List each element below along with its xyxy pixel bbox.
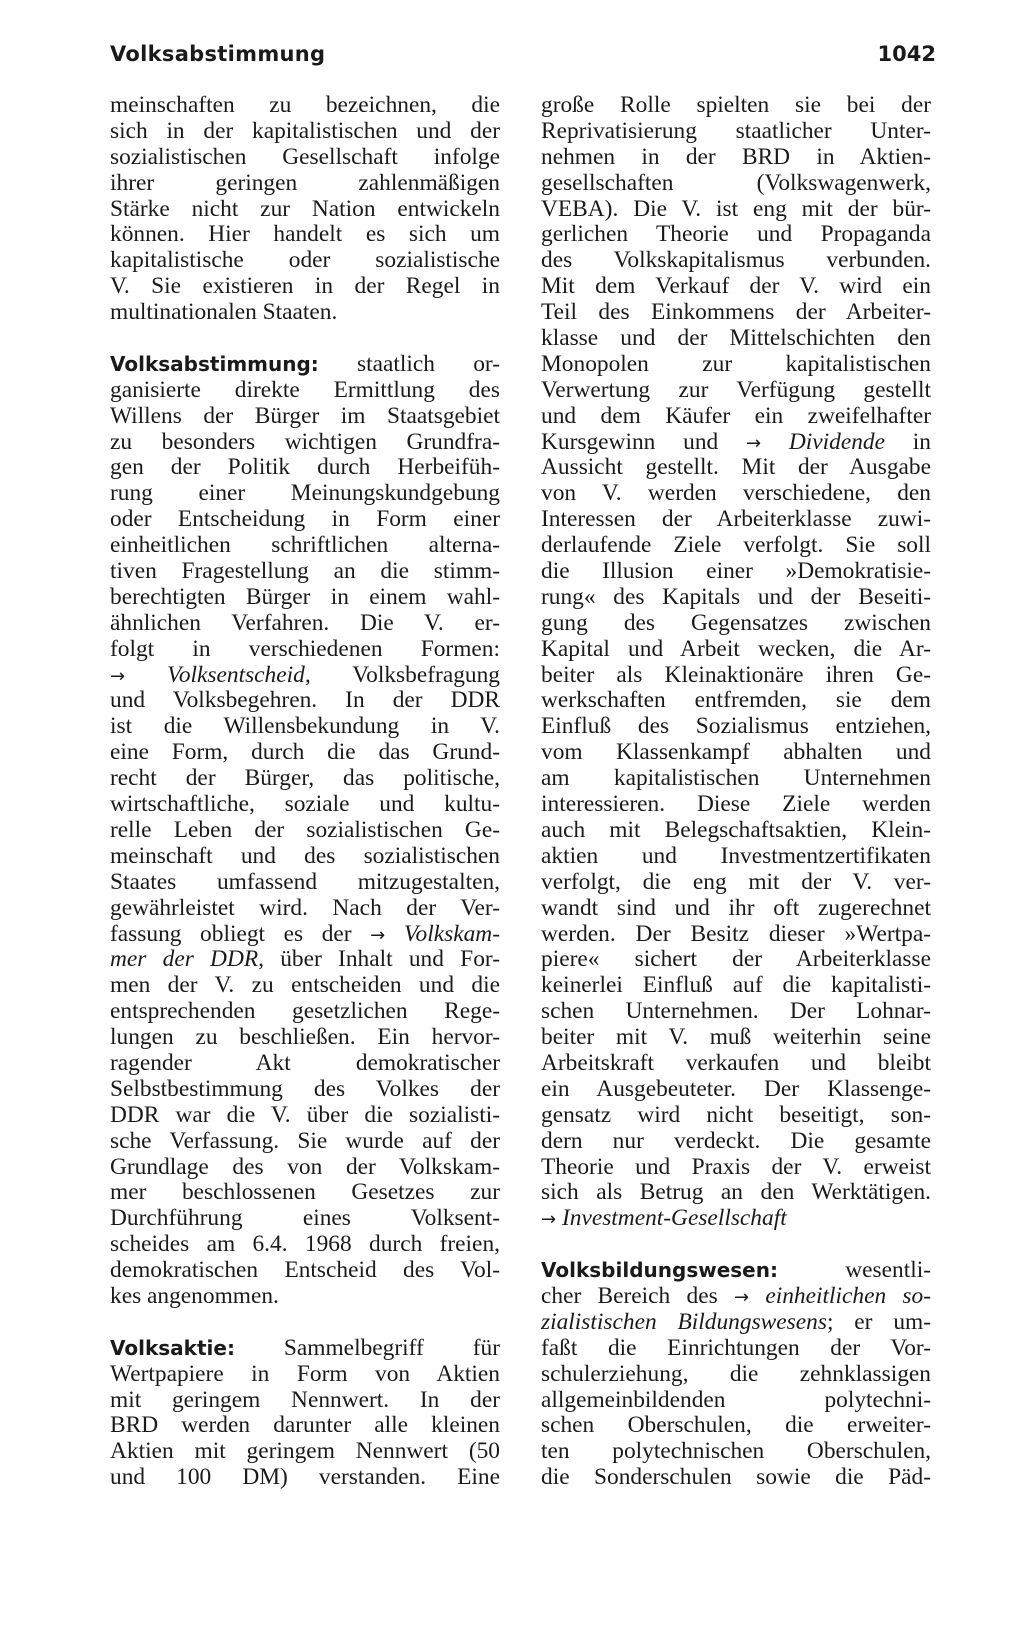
arrow-icon: → bbox=[110, 665, 126, 687]
text-line: Verwertung zur Verfügung gestellt bbox=[541, 376, 931, 403]
text-line: von V. werden verschiedene, den bbox=[541, 480, 931, 507]
text-line: beiter mit V. muß weiterhin seine bbox=[541, 1024, 931, 1051]
entry-keyword: Volksbildungswesen: bbox=[541, 1258, 778, 1283]
text-line: zu besonders wichtigen Grundfra- bbox=[110, 428, 500, 455]
text-line: dern nur verdeckt. Die gesamte bbox=[541, 1127, 931, 1154]
text-line: werkschaften entfremden, sie dem bbox=[541, 687, 931, 714]
text-line: ragender Akt demokratischer bbox=[110, 1049, 500, 1076]
text-line: berechtigten Bürger in einem wahl- bbox=[110, 583, 500, 610]
entry-first-line: Volksabstimmung: staatlich or- bbox=[110, 350, 500, 377]
text-line: gensatz wird nicht beseitigt, son- bbox=[541, 1101, 931, 1128]
text-line: Teil des Einkommens der Arbeiter- bbox=[541, 299, 931, 326]
text-line: wandt sind und ihr oft zugerechnet bbox=[541, 894, 931, 921]
text-line: ist die Willensbekundung in V. bbox=[110, 713, 500, 740]
text-line: große Rolle spielten sie bei der bbox=[541, 92, 931, 118]
text-line: keinerlei Einfluß auf die kapitalisti- bbox=[541, 972, 931, 999]
entry-line-with-reference: cher Bereich des → einheitlichen so- bbox=[541, 1282, 931, 1309]
text-line: faßt die Einrichtungen der Vor- bbox=[541, 1334, 931, 1361]
text-line: schen Unternehmen. Der Lohnar- bbox=[541, 998, 931, 1025]
entry-body bbox=[110, 688, 500, 921]
text-line: einheitlichen schriftlichen alterna- bbox=[110, 532, 500, 559]
text-line: und 100 DM) verstanden. Eine bbox=[110, 1464, 500, 1491]
cross-reference-link[interactable]: Volksentscheid, bbox=[167, 661, 311, 688]
text-line: Selbstbestimmung des Volkes der bbox=[110, 1075, 500, 1102]
text-line: ten polytechnischen Oberschulen, bbox=[541, 1438, 931, 1465]
entry-line-with-reference: mer der DDR, über Inhalt und For- bbox=[110, 946, 501, 973]
arrow-icon: → bbox=[541, 1209, 557, 1231]
text-line: wirtschaftliche, soziale und kultu- bbox=[110, 791, 500, 818]
entry-line-with-reference bbox=[541, 1206, 931, 1232]
text-line: Stärke nicht zur Nation entwickeln bbox=[110, 195, 500, 222]
text-line: ganisierte direkte Ermittlung des bbox=[110, 376, 500, 403]
text-line: auch mit Belegschaftsaktien, Klein- bbox=[541, 816, 931, 843]
text-line: rung« des Kapitals und der Beseiti- bbox=[541, 583, 931, 610]
text-line: aktien und Investmentzertifikaten bbox=[541, 842, 931, 869]
text-line: kes angenommen. bbox=[110, 1282, 279, 1309]
text-line: allgemeinbildenden polytechni- bbox=[541, 1386, 931, 1413]
text-line: derlaufende Ziele verfolgt. Sie soll bbox=[541, 532, 931, 559]
entry-volksabstimmung bbox=[110, 352, 500, 1310]
text-line: rung einer Meinungskundgebung bbox=[110, 480, 500, 507]
entry-line-with-reference: Kursgewinn und → Dividende in bbox=[541, 428, 931, 455]
cross-reference-link[interactable]: mer der DDR, bbox=[110, 946, 264, 973]
text-line: sozialistischen Gesellschaft infolge bbox=[110, 143, 500, 170]
text-line: Arbeitskraft verkaufen und bleibt bbox=[541, 1049, 931, 1076]
text-line: nehmen in der BRD in Aktien- bbox=[541, 143, 931, 170]
running-head-title: Volksabstimmung bbox=[110, 42, 326, 66]
text-line: scheides am 6.4. 1968 durch freien, bbox=[110, 1231, 500, 1258]
text-line: meinschaft und des sozialistischen bbox=[110, 842, 500, 869]
text-line: men der V. zu entscheiden und die bbox=[110, 972, 500, 999]
text-line: ein Ausgebeuteter. Der Klassenge- bbox=[541, 1075, 931, 1102]
cross-reference-link[interactable]: einheitlichen so- bbox=[765, 1282, 931, 1309]
text-line: demokratischen Entscheid des Vol- bbox=[110, 1257, 500, 1284]
cross-reference-link[interactable]: zialistischen Bildungswesens bbox=[541, 1308, 827, 1335]
text-line: sich in der kapitalistischen und der bbox=[110, 117, 500, 144]
continued-entry-text bbox=[541, 455, 931, 1206]
arrow-icon: → bbox=[746, 432, 762, 454]
text-line: gesellschaften (Volkswagenwerk, bbox=[541, 169, 931, 196]
text-line: mit geringem Nennwert. In der bbox=[110, 1386, 500, 1413]
text-line: VEBA). Die V. ist eng mit der bür- bbox=[541, 195, 931, 222]
entry-line-with-reference: fassung obliegt es der → Volkskam- bbox=[110, 920, 500, 947]
continued-entry-text bbox=[110, 93, 500, 326]
text-line: sich als Betrug an den Werktätigen. bbox=[541, 1179, 931, 1206]
arrow-icon: → bbox=[733, 1286, 750, 1308]
text-line: Monopolen zur kapitalistischen bbox=[541, 350, 931, 377]
text-line: Mit dem Verkauf der V. wird ein bbox=[541, 273, 931, 300]
text-line: Einfluß des Sozialismus entziehen, bbox=[541, 713, 931, 740]
entry-first-line: Volksbildungswesen: wesentli- bbox=[541, 1257, 931, 1284]
text-line: DDR war die V. über die sozialisti- bbox=[110, 1101, 500, 1128]
text-line: am kapitalistischen Unternehmen bbox=[541, 765, 931, 792]
entry-keyword: Volksaktie: bbox=[110, 1335, 235, 1360]
text-line: die Illusion einer »Demokratisie- bbox=[541, 558, 931, 585]
text-line: interessieren. Diese Ziele werden bbox=[541, 791, 931, 818]
text-line: BRD werden darunter alle kleinen bbox=[110, 1412, 500, 1439]
cross-reference-link[interactable]: Volkskam- bbox=[403, 920, 500, 947]
text-line: Willens der Bürger im Staatsgebiet bbox=[110, 402, 500, 429]
left-column bbox=[110, 93, 500, 1491]
text-line: Grundlage des von der Volkskam- bbox=[110, 1153, 500, 1180]
text-line: die Sonderschulen sowie die Päd- bbox=[541, 1464, 931, 1491]
text-line: mer beschlossenen Gesetzes zur bbox=[110, 1179, 500, 1206]
entry-body bbox=[110, 1362, 500, 1491]
text-line: tiven Fragestellung an die stimm- bbox=[110, 558, 500, 585]
arrow-icon: → bbox=[370, 924, 386, 946]
text-line: und dem Käufer ein zweifelhafter bbox=[541, 402, 931, 429]
text-line: eine Form, durch die das Grund- bbox=[110, 739, 500, 766]
text-line: oder Entscheidung in Form einer bbox=[110, 506, 500, 533]
text-line: folgt in verschiedenen Formen: bbox=[110, 635, 500, 662]
entry-line-with-reference: → Volksentscheid, Volksbefragung bbox=[110, 661, 500, 688]
text-line: vom Klassenkampf abhalten und bbox=[541, 739, 931, 766]
text-line: gerlichen Theorie und Propaganda bbox=[541, 221, 931, 248]
text-line: werden. Der Besitz dieser »Wertpa- bbox=[541, 920, 931, 947]
text-line: sche Verfassung. Sie wurde auf der bbox=[110, 1127, 500, 1154]
text-line: kapitalistische oder sozialistische bbox=[110, 247, 500, 274]
text-line: piere« sichert der Arbeiterklasse bbox=[541, 946, 931, 973]
text-line: Wertpapiere in Form von Aktien bbox=[110, 1360, 500, 1387]
page-number: 1042 bbox=[877, 42, 936, 66]
cross-reference-link[interactable]: Investment-Gesellschaft bbox=[561, 1205, 787, 1232]
text-line: klasse und der Mittelschichten den bbox=[541, 325, 931, 352]
text-line: schulerziehung, die zehnklassigen bbox=[541, 1360, 931, 1387]
text-line: multinationalen Staaten. bbox=[110, 299, 338, 326]
text-line: Aussicht gestellt. Mit der Ausgabe bbox=[541, 454, 931, 481]
text-line: gung des Gegensatzes zwischen bbox=[541, 609, 931, 636]
text-line: recht der Bürger, das politische, bbox=[110, 765, 500, 792]
text-line: ihrer geringen zahlenmäßigen bbox=[110, 169, 500, 196]
text-line: Durchführung eines Volksent- bbox=[110, 1205, 500, 1232]
text-line: Interessen der Arbeiterklasse zuwi- bbox=[541, 506, 931, 533]
text-line: gewährleistet wird. Nach der Ver- bbox=[110, 894, 500, 921]
entry-keyword: Volksabstimmung: bbox=[110, 351, 319, 376]
text-line: relle Leben der sozialistischen Ge- bbox=[110, 816, 500, 843]
entry-first-line: Volksaktie: Sammelbegriff für bbox=[110, 1334, 500, 1361]
right-column bbox=[541, 93, 931, 1491]
entry-line-with-reference: zialistischen Bildungswesens; er um- bbox=[541, 1308, 932, 1335]
text-line: schen Oberschulen, die erweiter- bbox=[541, 1412, 931, 1439]
text-line: V. Sie existieren in der Regel in bbox=[110, 273, 500, 300]
text-line: Theorie und Praxis der V. erweist bbox=[541, 1153, 931, 1180]
entry-body bbox=[110, 378, 500, 663]
text-line: ähnlichen Verfahren. Die V. er- bbox=[110, 609, 500, 636]
text-line: verfolgt, die eng mit der V. ver- bbox=[541, 868, 931, 895]
entry-body bbox=[110, 973, 500, 1310]
continued-entry-text bbox=[541, 93, 931, 430]
text-line: Staates umfassend mitzugestalten, bbox=[110, 868, 500, 895]
text-line: Kapital und Arbeit wecken, die Ar- bbox=[541, 635, 931, 662]
entry-volksaktie bbox=[110, 1336, 500, 1491]
text-line: meinschaften zu bezeichnen, die bbox=[110, 92, 500, 118]
entry-volksbildungswesen bbox=[541, 1258, 931, 1491]
text-line: lungen zu beschließen. Ein hervor- bbox=[110, 1024, 500, 1051]
text-line: gen der Politik durch Herbeifüh- bbox=[110, 454, 500, 481]
cross-reference-link[interactable]: Dividende bbox=[788, 428, 886, 455]
text-line: Reprivatisierung staatlicher Unter- bbox=[541, 117, 931, 144]
text-line: und Volksbegehren. In der DDR bbox=[110, 687, 500, 714]
text-line: Aktien mit geringem Nennwert (50 bbox=[110, 1438, 500, 1465]
text-line: beiter als Kleinaktionäre ihren Ge- bbox=[541, 661, 931, 688]
text-line: können. Hier handelt es sich um bbox=[110, 221, 500, 248]
entry-body bbox=[541, 1336, 931, 1491]
text-line: entsprechenden gesetzlichen Rege- bbox=[110, 998, 500, 1025]
text-line: des Volkskapitalismus verbunden. bbox=[541, 247, 931, 274]
